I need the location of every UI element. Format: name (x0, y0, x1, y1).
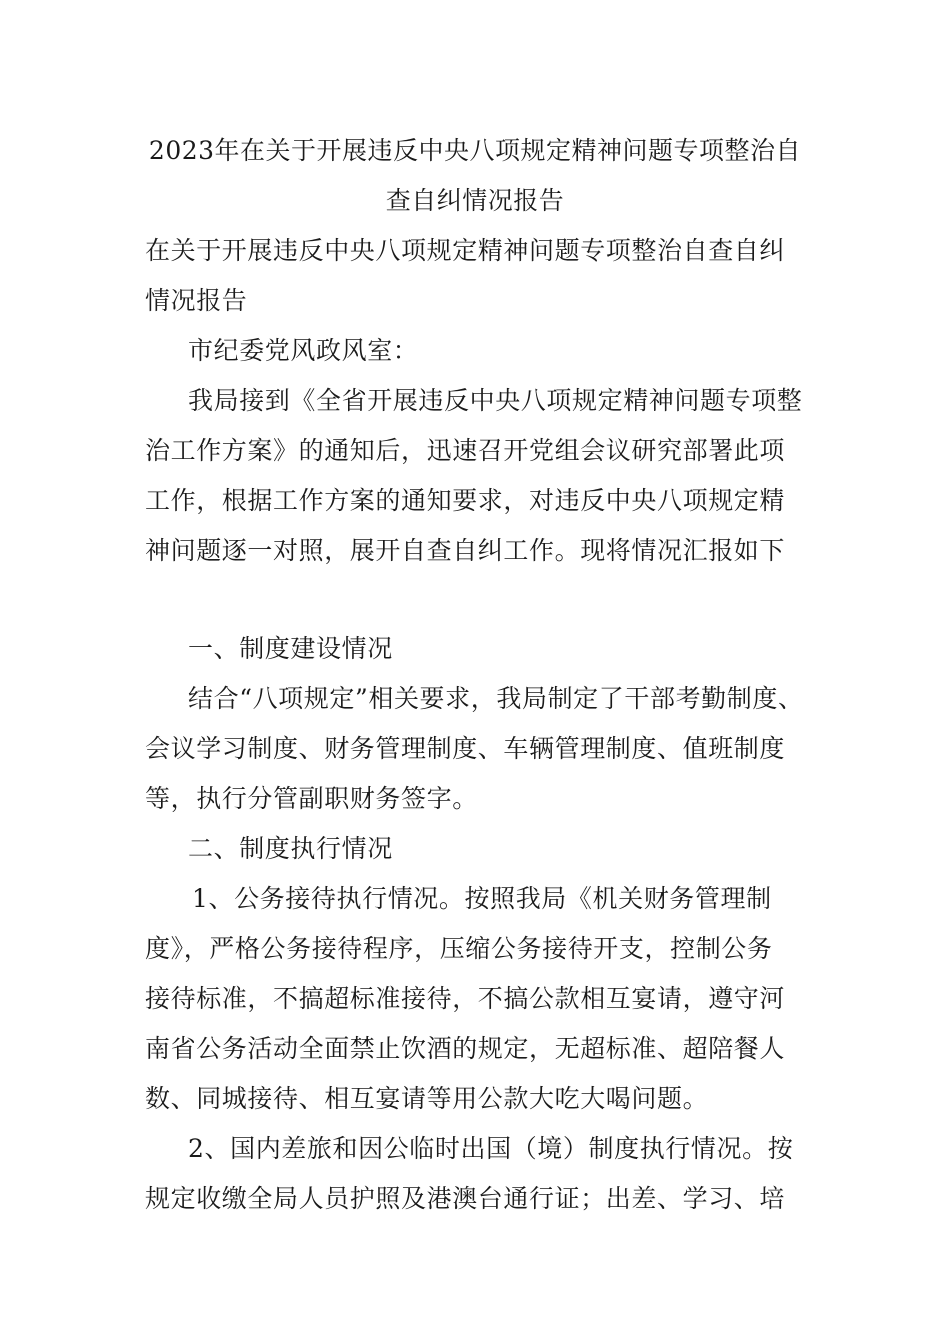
intro-line-4: 神问题逐一对照，展开自查自纠工作。现将情况汇报如下 (145, 536, 786, 565)
salutation: 市纪委党风政风室： (188, 336, 419, 365)
section-2-heading: 二、制度执行情况 (188, 834, 393, 863)
section-2-item-1-line-4: 南省公务活动全面禁止饮酒的规定，无超标准、超陪餐人 (145, 1034, 786, 1063)
section-2-item-2-line-2: 规定收缴全局人员护照及港澳台通行证；出差、学习、培 (145, 1184, 786, 1213)
section-2-item-1-line-3: 接待标准，不搞超标准接待，不搞公款相互宴请，遵守河 (145, 984, 786, 1013)
intro-line-1: 我局接到《全省开展违反中央八项规定精神问题专项整 (188, 386, 803, 415)
section-2-item-1-line-1: 1、公务接待执行情况。按照我局《机关财务管理制 (192, 884, 772, 913)
section-1-line-1: 结合“八项规定”相关要求，我局制定了干部考勤制度、 (188, 684, 804, 713)
section-1-line-2: 会议学习制度、财务管理制度、车辆管理制度、值班制度 (145, 734, 786, 763)
section-2-item-1-line-2: 度》，严格公务接待程序，压缩公务接待开支，控制公务 (145, 934, 773, 963)
document-title-line-1: 2023年在关于开展违反中央八项规定精神问题专项整治自 (148, 136, 802, 165)
section-2-item-2-line-1: 2、国内差旅和因公临时出国（境）制度执行情况。按 (188, 1134, 794, 1163)
section-1-line-3: 等，执行分管副职财务签字。 (145, 784, 478, 813)
subtitle-line-2: 情况报告 (145, 286, 248, 315)
section-2-item-1-line-5: 数、同城接待、相互宴请等用公款大吃大喝问题。 (145, 1084, 709, 1113)
intro-line-2: 治工作方案》的通知后，迅速召开党组会议研究部署此项 (145, 436, 786, 465)
subtitle-line-1: 在关于开展违反中央八项规定精神问题专项整治自查自纠 (145, 236, 786, 265)
intro-line-3: 工作，根据工作方案的通知要求，对违反中央八项规定精 (145, 486, 786, 515)
section-1-heading: 一、制度建设情况 (188, 634, 393, 663)
document-title-line-2: 查自纠情况报告 (385, 186, 565, 215)
